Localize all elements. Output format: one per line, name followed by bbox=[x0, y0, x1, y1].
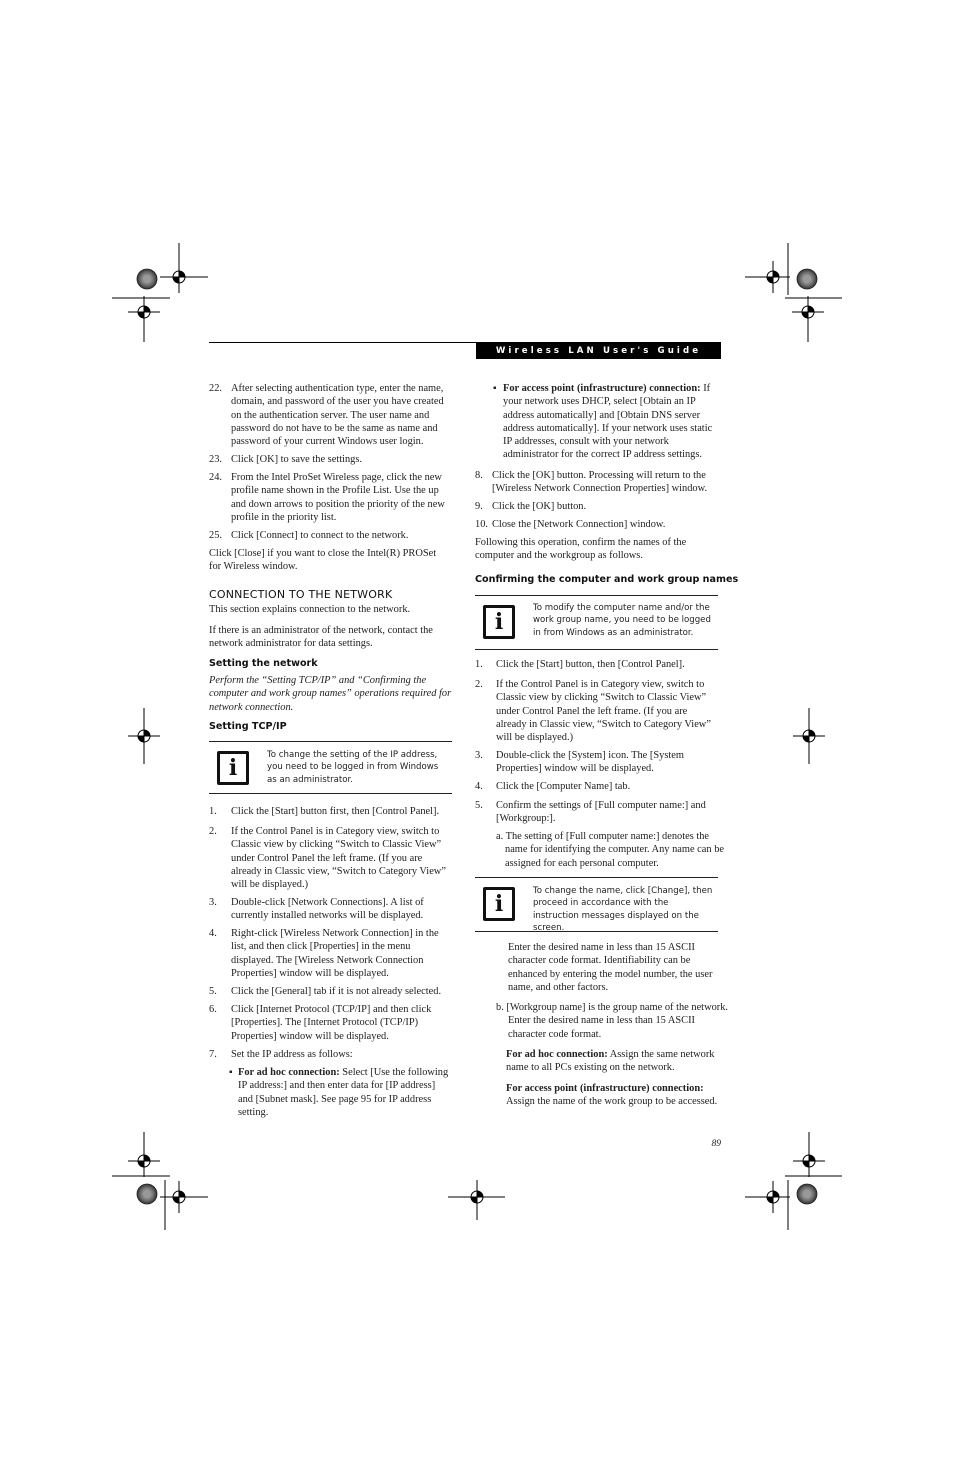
sub-item-a: a. The setting of [Full computer name:] denotes the name for identifying the computer. Any name can be assigned for each personal computer. bbox=[496, 831, 724, 869]
subsection-title: Setting the network bbox=[209, 658, 318, 669]
page-number: 89 bbox=[711, 1139, 721, 1149]
list-item: 2. If the Control Panel is in Category view, switch to Classic view by clicking “Switch to Classic View” under Control Panel the left frame. (If you are already in Classic view, “Switch to Category View” will be displayed.) bbox=[475, 679, 711, 744]
list-item: 4. Click the [Computer Name] tab. bbox=[475, 781, 631, 792]
list-item: 2. If the Control Panel is in Category view, switch to Classic view by clicking “Switch to Classic View” under Control Panel the left frame. (If you are already in Classic view, “Switch to Category View” will be displayed.) bbox=[209, 826, 446, 891]
right-tail bbox=[475, 941, 729, 1126]
subsection-title: Setting TCP/IP bbox=[209, 721, 287, 732]
info-icon: i bbox=[483, 605, 515, 639]
note-text: To change the setting of the IP address, you need to be logged in from Windows as an administrator. bbox=[267, 750, 439, 785]
left-steps bbox=[209, 805, 454, 1125]
list-item: 7. Set the IP address as follows: bbox=[209, 1049, 353, 1060]
right-column bbox=[475, 382, 739, 602]
info-note bbox=[475, 877, 718, 932]
list-item: 4. Right-click [Wireless Network Connection] in the list, and then click [Properties] in the menu displayed. The [Wireless Network Connection Properties] window will be displayed. bbox=[209, 928, 439, 979]
list-item: 1. Click the [Start] button, then [Control Panel]. bbox=[475, 659, 685, 670]
bullet-item: ▪ For access point (infrastructure) connection: If your network uses DHCP, select [Obtain an IP address automatically] and [Obtain DNS server address automatically]. If your network uses static IP addresses, consult with your network administrator for the correct IP address settings. bbox=[493, 383, 713, 461]
intro-paragraph: This section explains connection to the network. bbox=[209, 604, 411, 615]
list-item: 10. Close the [Network Connection] window. bbox=[475, 519, 666, 530]
info-icon: i bbox=[483, 887, 515, 921]
list-item: 25. Click [Connect] to connect to the network. bbox=[209, 530, 409, 541]
info-note bbox=[209, 741, 452, 794]
enter-name-paragraph: Enter the desired name in less than 15 ASCII character code format. Identifiability can be enhanced by entering the model number, the user name, and other factors. bbox=[508, 942, 713, 993]
list-item: 22. After selecting authentication type, enter the name, domain, and password of the user you have created on the authentication server. The user name and password do not have to be the same as name and password of your current Windows user login. bbox=[209, 383, 444, 448]
bullet-icon: ▪ bbox=[493, 383, 497, 394]
info-icon: i bbox=[217, 751, 249, 785]
list-item: 9. Click the [OK] button. bbox=[475, 501, 587, 512]
intro-paragraph: If there is an administrator of the network, contact the network administrator for data settings. bbox=[209, 625, 433, 650]
subsection-title: Confirming the computer and work group names bbox=[475, 574, 739, 585]
list-item: 3. Double-click the [System] icon. The [System Properties] window will be displayed. bbox=[475, 750, 684, 775]
adhoc-paragraph: For ad hoc connection: Assign the same network name to all PCs existing on the network. bbox=[506, 1049, 715, 1074]
note-text: To change the name, click [Change], then proceed in accordance with the instruction messages displayed on the screen. bbox=[533, 886, 713, 933]
sub-item-b: b. [Workgroup name] is the group name of the network. Enter the desired name in less than 15 ASCII character code format. bbox=[496, 1002, 729, 1040]
list-item: 8. Click the [OK] button. Processing will return to the [Wireless Network Connection Properties] window. bbox=[475, 470, 708, 495]
list-item: 24. From the Intel ProSet Wireless page, click the new profile name shown in the Profile List. Use the up and down arrows to position the priority of the new profile in the priority list. bbox=[209, 472, 445, 523]
list-item: 5. Click the [General] tab if it is not already selected. bbox=[209, 986, 442, 997]
ap-paragraph: For access point (infrastructure) connection: Assign the name of the work group to be accessed. bbox=[506, 1083, 718, 1108]
close-paragraph: Click [Close] if you want to close the Intel(R) PROSet for Wireless window. bbox=[209, 548, 437, 573]
list-item: 3. Double-click [Network Connections]. A list of currently installed networks will be displayed. bbox=[209, 897, 424, 922]
guide-title: Wireless LAN User's Guide bbox=[495, 345, 702, 356]
following-paragraph: Following this operation, confirm the names of the computer and the workgroup as follows. bbox=[475, 537, 687, 562]
section-title: CONNECTION TO THE NETWORK bbox=[209, 588, 393, 601]
list-item: 6. Click [Internet Protocol (TCP/IP] and then click [Properties]. The [Internet Protocol (TCP/IP) Properties] window will be displayed. bbox=[209, 1004, 432, 1042]
bullet-icon: ▪ bbox=[229, 1067, 233, 1078]
italic-paragraph: Perform the “Setting TCP/IP” and “Confirming the computer and work group names” operations required for network connection. bbox=[209, 675, 452, 713]
header-title-bar bbox=[476, 342, 721, 359]
bullet-item: ▪ For ad hoc connection: Select [Use the following IP address:] and then enter data for [IP address] and [Subnet mask]. See page 95 for IP address setting. bbox=[229, 1067, 449, 1118]
list-item: 1. Click the [Start] button first, then [Control Panel]. bbox=[209, 806, 440, 817]
list-item: 5. Confirm the settings of [Full computer name:] and [Workgroup:]. bbox=[475, 800, 706, 825]
info-note bbox=[475, 595, 718, 650]
note-text: To modify the computer name and/or the work group name, you need to be logged in from Windows as an administrator. bbox=[533, 603, 711, 638]
right-steps bbox=[475, 658, 724, 878]
list-item: 23. Click [OK] to save the settings. bbox=[209, 454, 363, 465]
